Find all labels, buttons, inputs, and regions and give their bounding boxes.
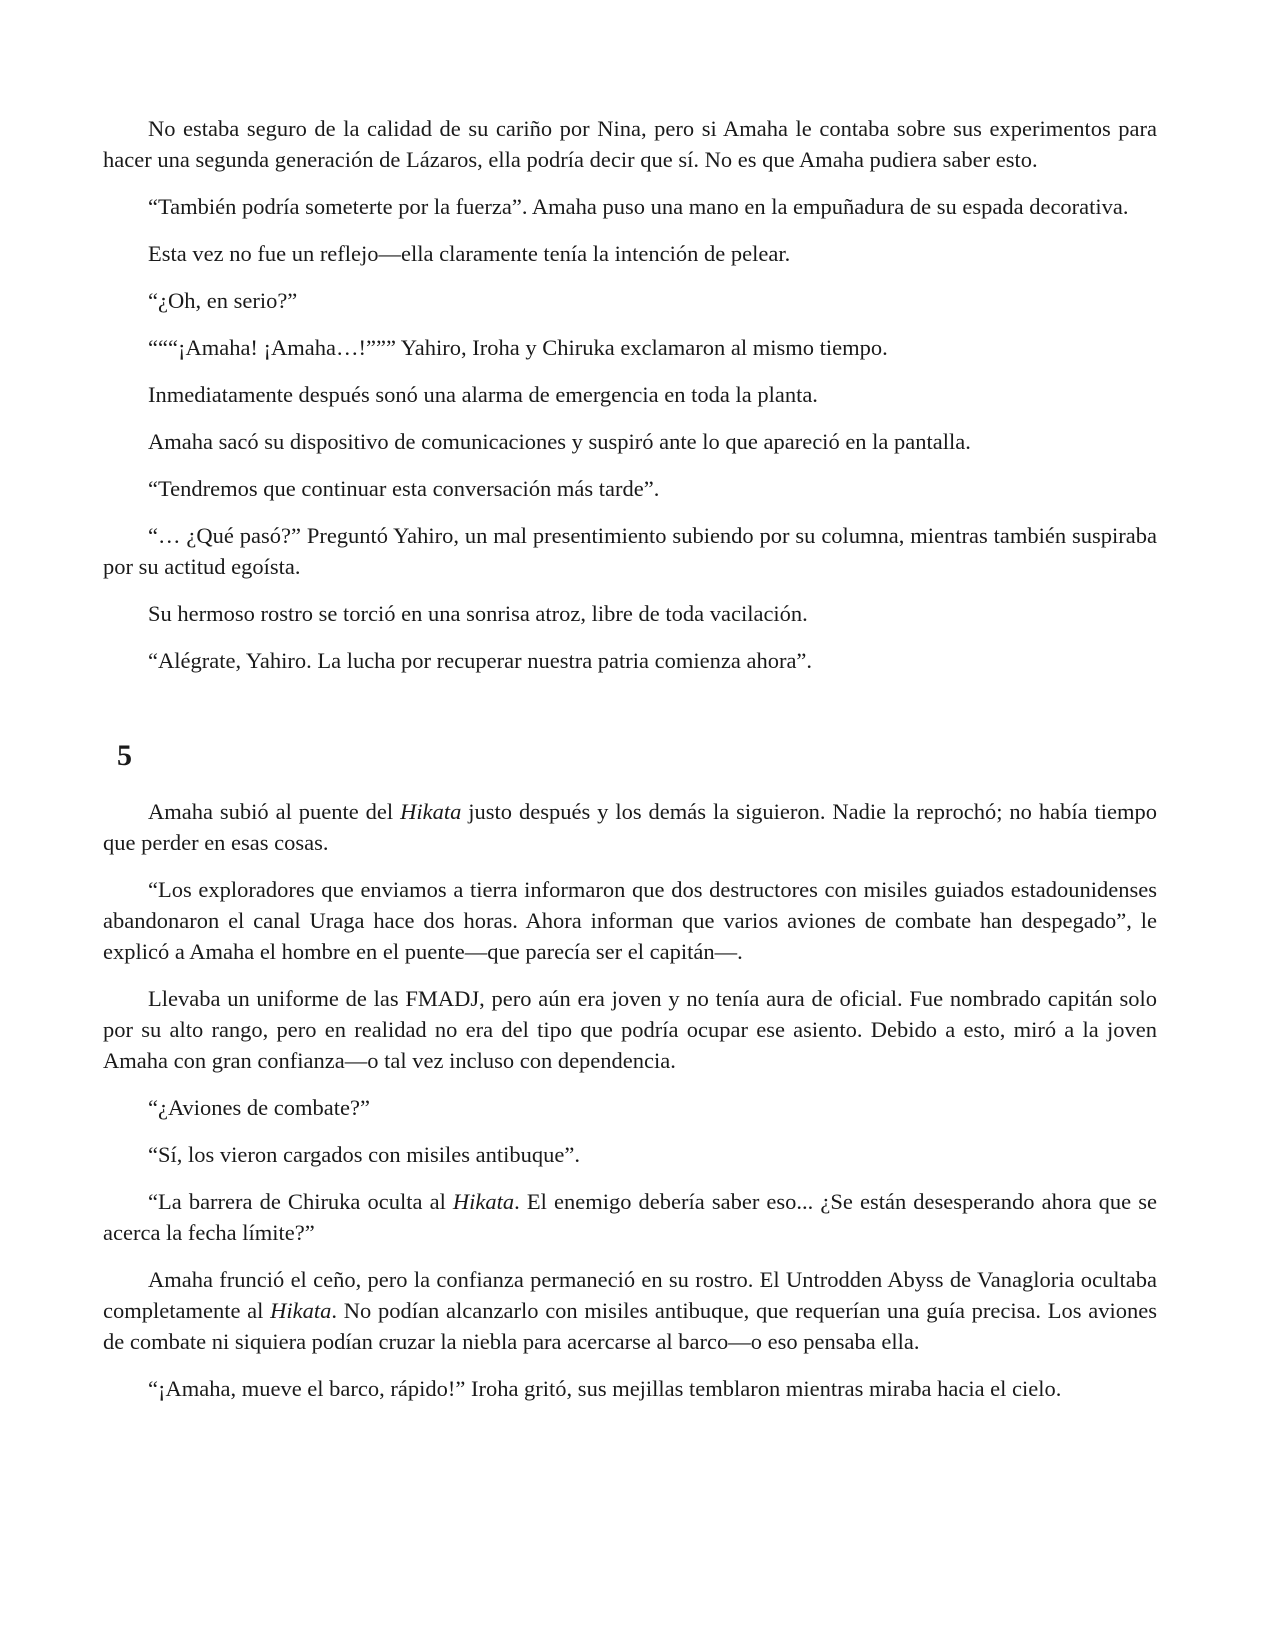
paragraph: Esta vez no fue un reflejo—ella claramente tenía la intención de pelear. xyxy=(148,241,791,266)
paragraph: “¡Amaha, mueve el barco, rápido!” Iroha gritó, sus mejillas temblaron mientras miraba hacia el cielo. xyxy=(148,1376,1062,1401)
section-heading: 5 xyxy=(117,739,132,772)
paragraph: “También podría someterte por la fuerza”. Amaha puso una mano en la empuñadura de su espada decorativa. xyxy=(148,194,1129,219)
paragraph xyxy=(103,1186,1157,1248)
ship-name: Hikata xyxy=(270,1298,332,1323)
paragraph: “Alégrate, Yahiro. La lucha por recuperar nuestra patria comienza ahora”. xyxy=(148,648,813,673)
ship-name: Hikata xyxy=(400,799,462,824)
paragraph: “¿Oh, en serio?” xyxy=(148,288,298,313)
paragraph: Su hermoso rostro se torció en una sonrisa atroz, libre de toda vacilación. xyxy=(148,601,808,626)
paragraph xyxy=(103,796,1157,858)
paragraph: “““¡Amaha! ¡Amaha…!””” Yahiro, Iroha y Chiruka exclamaron al mismo tiempo. xyxy=(148,335,888,360)
paragraph: No estaba seguro de la calidad de su cariño por Nina, pero si Amaha le contaba sobre sus experimentos para hacer una segunda generación de Lázaros, ella podría decir que sí. No es que Amaha pudiera saber esto. xyxy=(103,116,1157,172)
paragraph: “… ¿Qué pasó?” Preguntó Yahiro, un mal presentimiento subiendo por su columna, mientras también suspiraba por su actitud egoísta. xyxy=(103,523,1157,579)
text-run: Amaha subió al puente del xyxy=(148,799,401,824)
text-run: . No podían alcanzarlo con misiles antibuque, que requerían una guía precisa. Los aviones de combate ni siquiera podían cruzar la niebla para acercarse al barco—o eso pensaba ella. xyxy=(103,1298,1157,1354)
paragraph xyxy=(103,1264,1157,1357)
ship-name: Hikata xyxy=(452,1189,515,1214)
paragraph: “Sí, los vieron cargados con misiles antibuque”. xyxy=(148,1142,580,1167)
text-run: justo después y los demás la siguieron. Nadie la reprochó; no había tiempo que perder en esas cosas. xyxy=(103,799,1157,855)
paragraph: “¿Aviones de combate?” xyxy=(148,1095,370,1120)
text-run: Amaha frunció el ceño, pero la confianza permaneció en su rostro. El Untrodden Abyss de Vanagloria ocultaba completamente al xyxy=(103,1267,1157,1323)
paragraph: Llevaba un uniforme de las FMADJ, pero aún era joven y no tenía aura de oficial. Fue nombrado capitán solo por su alto rango, pero en realidad no era del tipo que podría ocupar ese asiento. Debido a esto, miró a la joven Amaha con gran confianza—o tal vez incluso con dependencia. xyxy=(103,986,1157,1073)
text-run: . El enemigo debería saber eso... ¿Se están desesperando ahora que se acerca la fecha límite?” xyxy=(103,1189,1157,1245)
paragraph: “Los exploradores que enviamos a tierra informaron que dos destructores con misiles guiados estadounidenses abandonaron el canal Uraga hace dos horas. Ahora informan que varios aviones de combate han despegado”, le explicó a Amaha el hombre en el puente—que parecía ser el capitán—. xyxy=(103,877,1157,964)
paragraph: Amaha sacó su dispositivo de comunicaciones y suspiró ante lo que apareció en la pantalla. xyxy=(148,429,971,454)
paragraph: “Tendremos que continuar esta conversación más tarde”. xyxy=(148,476,660,501)
paragraph: Inmediatamente después sonó una alarma de emergencia en toda la planta. xyxy=(148,382,818,407)
text-run: “La barrera de Chiruka oculta al xyxy=(148,1189,453,1214)
